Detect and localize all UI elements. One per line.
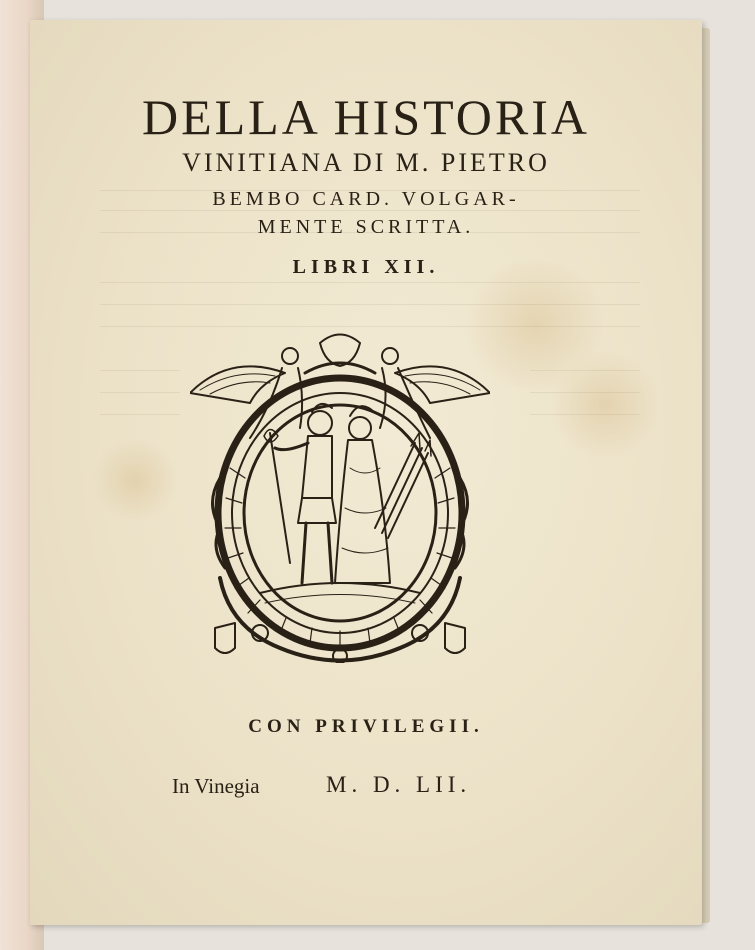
privilege-line: CON PRIVILEGII. <box>248 716 484 737</box>
show-through-line <box>100 282 640 283</box>
imprint-date: M. D. LII. <box>326 772 472 797</box>
foxing-stain <box>550 350 660 460</box>
imprint-place: In Vinegia <box>172 774 260 798</box>
title-line-5: LIBRI XII. <box>292 256 440 278</box>
title-line-1: DELLA HISTORIA <box>141 89 590 145</box>
show-through-line <box>100 304 640 305</box>
title-page <box>30 20 702 925</box>
show-through-line <box>100 392 180 393</box>
show-through-line <box>100 370 180 371</box>
foxing-stain <box>90 440 180 520</box>
woodcut-printers-device-icon <box>190 328 490 663</box>
show-through-line <box>100 414 180 415</box>
show-through-line <box>100 326 640 327</box>
show-through-line <box>530 370 640 371</box>
show-through-line <box>530 414 640 415</box>
title-line-4: MENTE SCRITTA. <box>257 216 475 238</box>
show-through-line <box>530 392 640 393</box>
title-line-2: VINITIANA DI M. PIETRO <box>182 148 550 177</box>
title-line-3: BEMBO CARD. VOLGAR- <box>212 188 520 210</box>
